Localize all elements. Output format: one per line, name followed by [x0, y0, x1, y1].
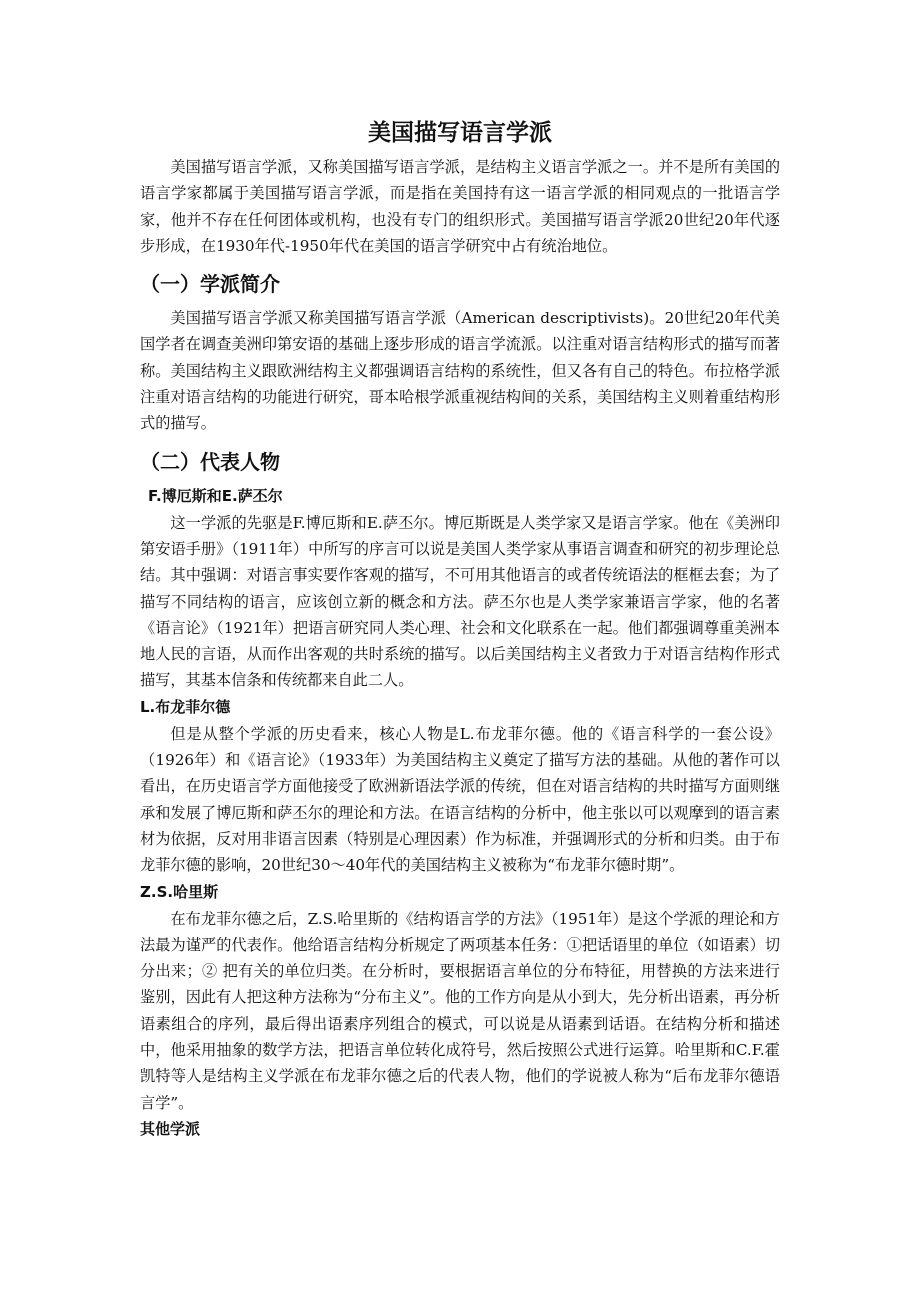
person-heading-bloomfield: L.布龙菲尔德	[140, 697, 231, 716]
person-paragraph-bloomfield: 但是从整个学派的历史看来，核心人物是L.布龙菲尔德。他的《语言科学的一套公设》（1926年）和《语言论》（1933年）为美国结构主义奠定了描写方法的基础。从他的著作可以看出，在历史语言学方面他接受了欧洲新语法学派的传统，但在对语言结构的共时描写方面则继承和发展了博厄斯和萨丕尔的理论和方法。在语言结构的分析中，他主张以可以观摩到的语言素材为依据，反对用非语言因素（特别是心理因素）作为标准，并强调形式的分析和归类。由于布龙菲尔德的影响，20世纪30～40年代的美国结构主义被称为“布龙菲尔德时期”。	[140, 724, 780, 875]
person-heading-boas-sapir: F.博厄斯和E.萨丕尔	[148, 486, 283, 505]
document-title: 美国描写语言学派	[368, 120, 552, 146]
document-page	[140, 112, 780, 1143]
section-intro-paragraph: 美国描写语言学派又称美国描写语言学派（American descriptivists)。20世纪20年代美国学者在调查美洲印第安语的基础上逐步形成的语言学流派。以注重对语言结构形式的描写而著称。美国结构主义跟欧洲结构主义都强调语言结构的系统性，但又各有自己的特色。布拉格学派注重对语言结构的功能进行研究，哥本哈根学派重视结构间的关系，美国结构主义则着重结构形式的描写。	[140, 309, 780, 433]
person-paragraph-harris: 在布龙菲尔德之后，Z.S.哈里斯的《结构语言学的方法》（1951年）是这个学派的理论和方法最为谨严的代表作。他给语言结构分析规定了两项基本任务：①把话语里的单位（如语素）切分出来；② 把有关的单位归类。在分析时，要根据语言单位的分布特征，用替换的方法来进行鉴别，因此有人把这种方法称为“分布主义”。他的工作方向是从小到大，先分析出语素，再分析语素组合的序列，最后得出语素序列组合的模式，可以说是从语素到话语。在结构分析和描述中，他采用抽象的数学方法，把语言单位转化成符号，然后按照公式进行运算。哈里斯和C.F.霍凯特等人是结构主义学派在布龙菲尔德之后的代表人物，他们的学说被人称为“后布龙菲尔德语言学”。	[140, 909, 780, 1112]
section-heading-figures: （二）代表人物	[140, 449, 280, 474]
intro-paragraph: 美国描写语言学派，又称美国描写语言学派，是结构主义语言学派之一。并不是所有美国的语言学家都属于美国描写语言学派，而是指在美国持有这一语言学派的相同观点的一批语言学家，他并不存在任何团体或机构，也没有专门的组织形式。美国描写语言学派20世纪20年代逐步形成，在1930年代-1950年代在美国的语言学研究中占有统治地位。	[140, 158, 780, 255]
person-paragraph-boas-sapir: 这一学派的先驱是F.博厄斯和E.萨丕尔。博厄斯既是人类学家又是语言学家。他在《美洲印第安语手册》（1911年）中所写的序言可以说是美国人类学家从事语言调查和研究的初步理论总结。其中强调：对语言事实要作客观的描写，不可用其他语言的或者传统语法的框框去套；为了描写不同结构的语言，应该创立新的概念和方法。萨丕尔也是人类学家兼语言学家，他的名著《语言论》（1921年）把语言研究同人类心理、社会和文化联系在一起。他们都强调尊重美洲本地人民的言语，从而作出客观的共时系统的描写。以后美国结构主义者致力于对语言结构作形式描写，其基本信条和传统都来自此二人。	[140, 513, 780, 690]
section-heading-intro: （一）学派简介	[140, 272, 280, 297]
person-heading-harris: Z.S.哈里斯	[140, 882, 219, 901]
other-schools-heading: 其他学派	[140, 1119, 201, 1138]
